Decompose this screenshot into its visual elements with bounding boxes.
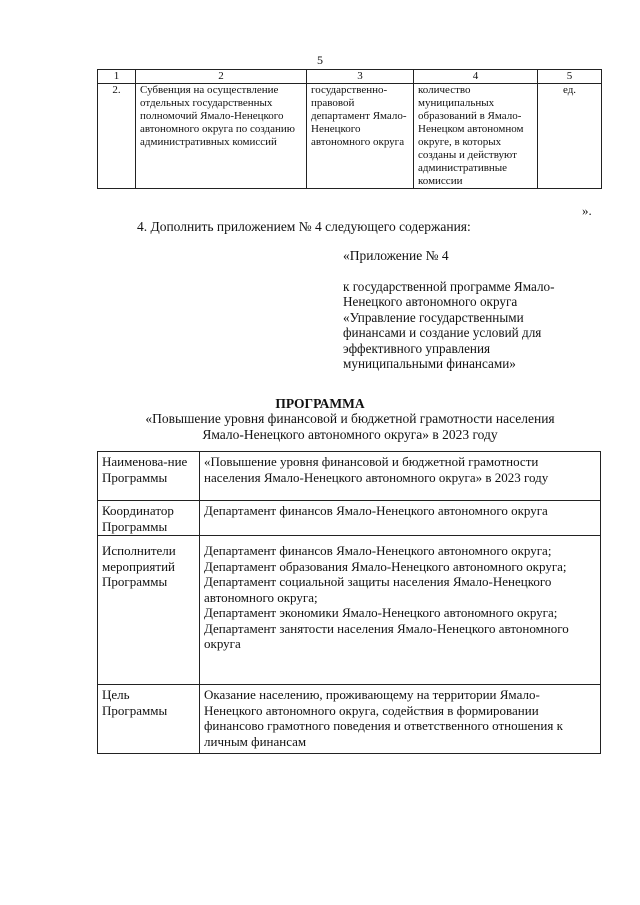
row-value-name: «Повышение уровня финансовой и бюджетной грамотности населения Ямало-Ненецкого автономного округа» в 2023 году — [200, 452, 601, 501]
executor-item: Департамент финансов Ямало-Ненецкого автономного округа; — [204, 543, 552, 558]
executors-label-text: Исполнители мероприятий Программы — [102, 543, 176, 589]
table-row — [98, 501, 601, 536]
program-subtitle-line: Ямало-Ненецкого автономного округа» в 2023 году — [202, 426, 498, 442]
program-subtitle — [100, 411, 600, 442]
row-label-name: Наименова-ние Программы — [98, 452, 200, 501]
table-header-cell: 5 — [538, 70, 602, 84]
row-label-executors — [98, 536, 200, 685]
row-label-goal: Цель Программы — [98, 685, 200, 754]
responsible-department: государственно-правовой департамент Ямало-Ненецкого автономного округа — [307, 84, 414, 189]
row-value-coordinator: Департамент финансов Ямало-Ненецкого автономного округа — [200, 501, 601, 536]
appendix-subtitle: к государственной программе Ямало-Ненецкого автономного округа «Управление государственными финансами и создание условий для эффективного управления муниципальными финансами» — [343, 279, 555, 372]
indicator-name: количество муниципальных образований в Ямало-Ненецком автономном округе, в которых созданы и действуют административные комиссии — [414, 84, 538, 189]
executor-item: Департамент образования Ямало-Ненецкого автономного округа; — [204, 558, 567, 574]
subvention-table — [97, 69, 602, 189]
executor-item: Департамент экономики Ямало-Ненецкого автономного округа; — [204, 605, 558, 620]
row-value-executors — [200, 536, 601, 685]
closing-quote: ». — [582, 203, 592, 218]
program-passport-table — [97, 451, 601, 754]
row-value-goal: Оказание населению, проживающему на территории Ямало-Ненецкого автономного округа, содействия в формировании финансово грамотного поведения и ответственного отношения к личным финансам — [200, 685, 601, 754]
executor-item: Департамент занятости населения Ямало-Ненецкого автономного округа — [204, 620, 569, 651]
page-number: 5 — [317, 53, 323, 67]
table-header-row — [98, 70, 602, 84]
row-number: 2. — [98, 84, 136, 189]
table-row — [98, 452, 601, 501]
table-header-cell: 1 — [98, 70, 136, 84]
amendment-paragraph: 4. Дополнить приложением № 4 следующего содержания: — [137, 219, 471, 234]
table-row — [98, 536, 601, 685]
subvention-name: Субвенция на осуществление отдельных государственных полномочий Ямало-Ненецкого автономного округа по созданию административных комиссий — [136, 84, 307, 189]
table-header-cell: 3 — [307, 70, 414, 84]
row-label-coordinator: Координатор Программы — [98, 501, 200, 536]
program-title: ПРОГРАММА — [275, 396, 365, 411]
appendix-title: «Приложение № 4 — [343, 248, 449, 263]
table-header-cell: 4 — [414, 70, 538, 84]
unit-of-measure: ед. — [538, 84, 602, 189]
table-header-cell: 2 — [136, 70, 307, 84]
executor-item: Департамент социальной защиты населения Ямало-Ненецкого автономного округа; — [204, 574, 552, 605]
program-subtitle-line: «Повышение уровня финансовой и бюджетной грамотности населения — [145, 411, 555, 426]
table-row — [98, 685, 601, 754]
table-row — [98, 84, 602, 189]
